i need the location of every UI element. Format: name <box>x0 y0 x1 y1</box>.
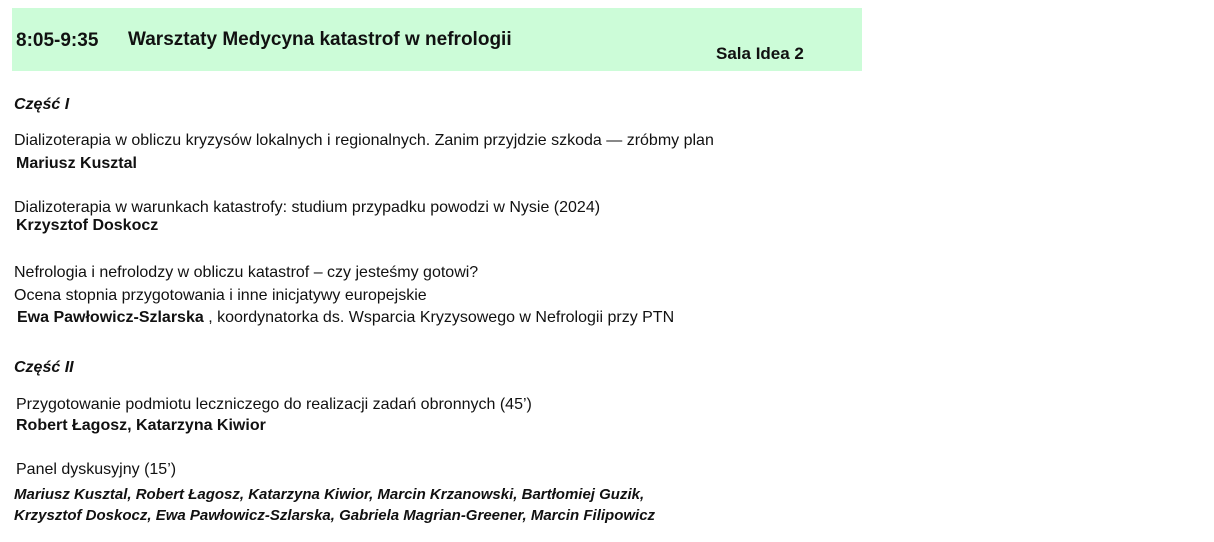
session-title: Warsztaty Medycyna katastrof w nefrologii <box>128 29 512 50</box>
session-room: Sala Idea 2 <box>716 44 804 63</box>
session-time: 8:05-9:35 <box>16 30 99 51</box>
session-header <box>12 8 862 71</box>
part1-heading: Część I <box>14 96 70 113</box>
talk-title-line1: Nefrologia i nefrolodzy w obliczu katastrof – czy jesteśmy gotowi? <box>14 264 479 281</box>
talk-speaker: Krzysztof Doskocz <box>16 217 159 234</box>
talk-title: Dializoterapia w warunkach katastrofy: studium przypadku powodzi w Nysie (2024) <box>14 199 601 216</box>
panel-title: Panel dyskusyjny (15’) <box>16 461 177 478</box>
talk-speaker-role: , koordynatorka ds. Wsparcia Kryzysowego w Nefrologii przy PTN <box>203 309 675 326</box>
talk-speaker: Robert Łagosz, Katarzyna Kiwior <box>16 417 266 434</box>
talk-speaker: Ewa Pawłowicz-Szlarska <box>17 309 204 326</box>
panelists-line2: Krzysztof Doskocz, Ewa Pawłowicz-Szlarska, Gabriela Magrian-Greener, Marcin Filipowicz <box>14 507 656 524</box>
talk-title-line2: Ocena stopnia przygotowania i inne inicjatywy europejskie <box>14 287 427 304</box>
talk-title: Przygotowanie podmiotu leczniczego do realizacji zadań obronnych (45’) <box>16 396 532 413</box>
talk-speaker: Mariusz Kusztal <box>16 155 137 172</box>
panelists-line1: Mariusz Kusztal, Robert Łagosz, Katarzyna Kiwior, Marcin Krzanowski, Bartłomiej Guzik, <box>14 486 645 503</box>
talk-title: Dializoterapia w obliczu kryzysów lokalnych i regionalnych. Zanim przyjdzie szkoda — zróbmy plan <box>14 132 714 149</box>
part2-heading: Część II <box>14 359 74 376</box>
talk-speaker-line <box>17 308 674 327</box>
